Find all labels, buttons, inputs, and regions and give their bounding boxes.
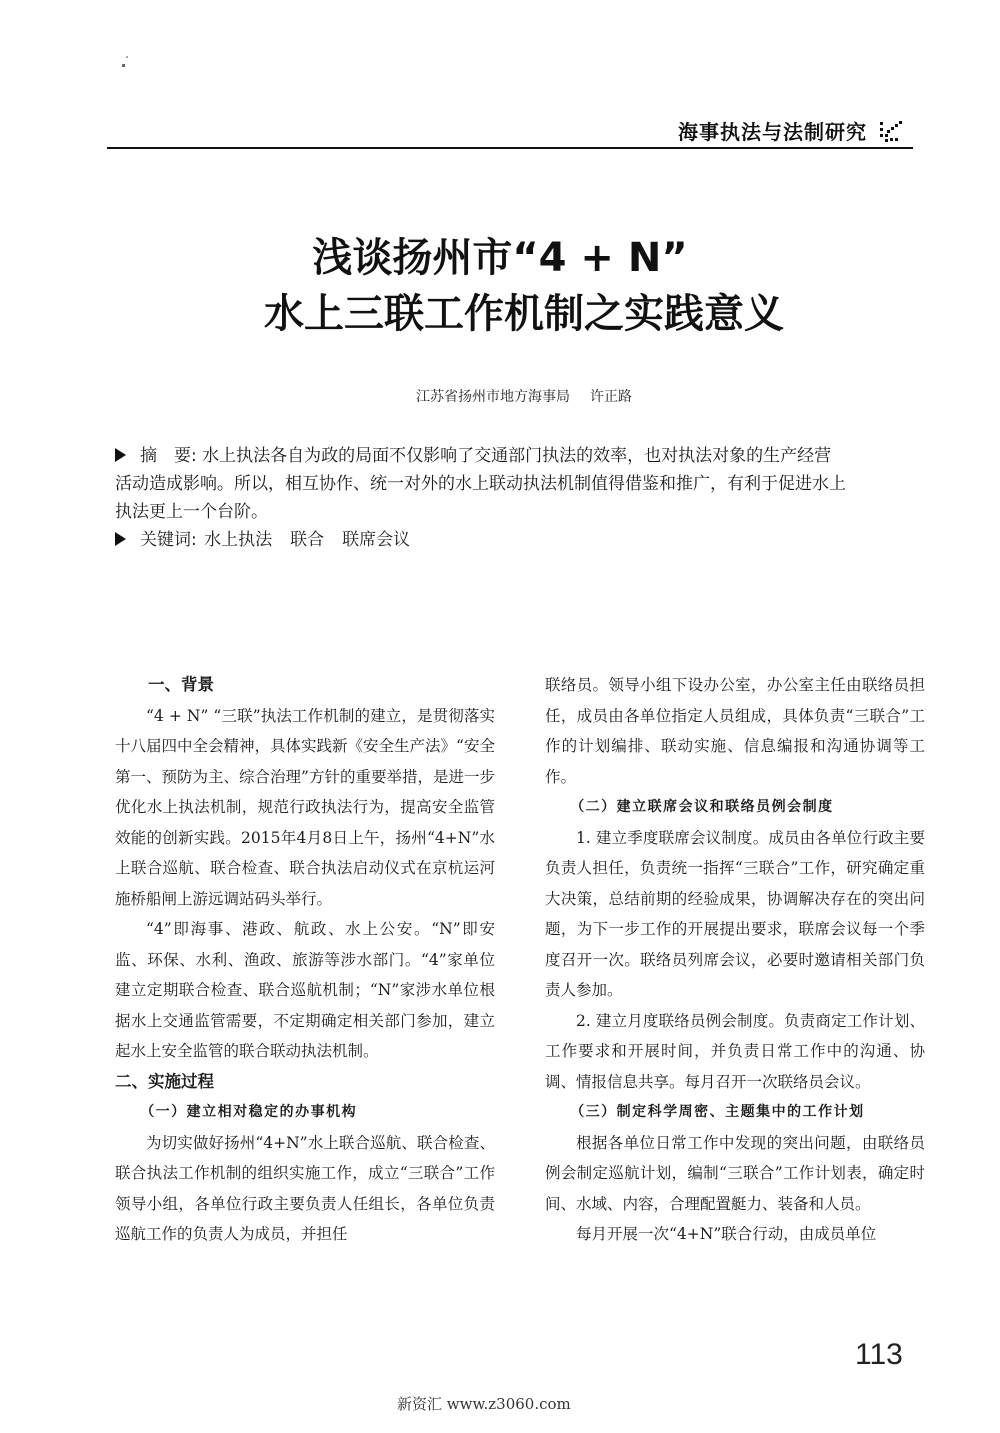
scan-speck (126, 56, 128, 58)
section-heading: 一、背景 (148, 675, 214, 694)
subsection-heading: （三）制定科学周密、主题集中的工作计划 (570, 1104, 865, 1120)
header-rule (107, 147, 913, 149)
keywords-label: 关键词: (140, 530, 197, 550)
page-number: 113 (855, 1338, 903, 1371)
paragraph: 每月开展一次“4+N”联合行动，由成员单位 (576, 1225, 877, 1243)
subsection-heading: （一）建立相对稳定的办事机构 (140, 1104, 358, 1120)
scan-speck (122, 64, 125, 67)
dotted-check-icon (878, 118, 906, 144)
paragraph: 为切实做好扬州“4+N”水上联合巡航、联合检查、联合执法工作机制的组织实施工作，成立“三联合”工作领导小组，各单位行政主要负责人任组长，各单位负责巡航工作的负责人为成员，并担任 (115, 1133, 495, 1243)
triangle-bullet-icon (115, 532, 126, 546)
affiliation: 江苏省扬州市地方海事局 (416, 389, 570, 405)
abstract-line: 执法更上一个台阶。 (115, 502, 268, 522)
article-title-line2: 水上三联工作机制之实践意义 (264, 291, 784, 337)
paragraph: 1. 建立季度联席会议制度。成员由各单位行政主要负责人担任，负责统一指挥“三联合”工作，研究确定重大决策，总结前期的经验成果，协调解决存在的突出问题，为下一步工作的开展提出要求，联席会议每一个季度召开一次。联络员列席会议，必要时邀请相关部门负责人参加。 (545, 828, 925, 999)
keyword: 联席会议 (342, 530, 411, 550)
abstract (115, 442, 927, 554)
section-heading: 二、实施过程 (115, 1071, 214, 1091)
paragraph: 2. 建立月度联络员例会制度。负责商定工作计划、工作要求和开展时间，并负责日常工作中的沟通、协调、情报信息共享。每月召开一次联络员会议。 (545, 1011, 925, 1091)
paragraph: 联络员。领导小组下设办公室，办公室主任由联络员担任，成员由各单位指定人员组成，具体负责“三联合”工作的计划编排、联动实施、信息编报和沟通协调等工作。 (545, 676, 925, 786)
author: 许正路 (590, 389, 632, 405)
byline (0, 386, 1000, 406)
keyword: 水上执法 (204, 530, 273, 550)
keywords-line (115, 526, 927, 554)
triangle-bullet-icon (115, 448, 126, 462)
abstract-label: 摘 要: (140, 446, 197, 466)
abstract-line (115, 442, 927, 470)
body-column-left (115, 670, 495, 1250)
paragraph: “4”即海事、港政、航政、水上公安。“N”即安监、环保、水利、渔政、旅游等涉水部门。“4”家单位建立定期联合检查、联合巡航机制；“N”家涉水单位根据水上交通监管需要，不定期确定相关部门参加，建立起水上安全监管的联合联动执法机制。 (115, 920, 495, 1060)
watermark: 新资汇 www.z3060.com (397, 1395, 571, 1413)
paragraph: “4 + N” “三联”执法工作机制的建立，是贯彻落实十八届四中全会精神，具体实践新《安全生产法》“安全第一、预防为主、综合治理”方针的重要举措，是进一步优化水上执法机制，规范行政执法行为，提高安全监管效能的创新实践。2015年4月8日上午，扬州“4+N”水上联合巡航、联合检查、联合执法启动仪式在京杭运河施桥船闸上游远调站码头举行。 (115, 706, 495, 908)
body-column-right (545, 670, 925, 1250)
subsection-heading: （二）建立联席会议和联络员例会制度 (570, 799, 834, 815)
keyword: 联合 (290, 530, 325, 550)
article-title-line1: 浅谈扬州市“4 + N” (312, 235, 688, 281)
abstract-text: 水上执法各自为政的局面不仅影响了交通部门执法的效率，也对执法对象的生产经营 (202, 446, 832, 466)
abstract-line: 活动造成影响。所以，相互协作、统一对外的水上联动执法机制值得借鉴和推广，有利于促进水上 (115, 474, 846, 494)
paragraph: 根据各单位日常工作中发现的突出问题，由联络员例会制定巡航计划，编制“三联合”工作计划表，确定时间、水域、内容，合理配置艇力、装备和人员。 (545, 1133, 925, 1213)
section-title: 海事执法与法制研究 (678, 120, 867, 144)
